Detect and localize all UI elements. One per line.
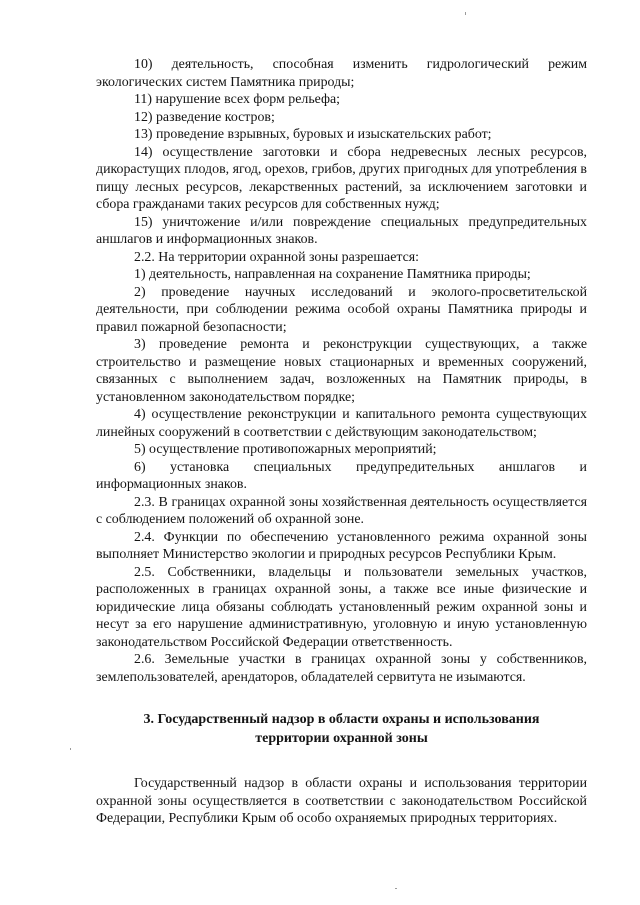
item-15-paragraph: 15) уничтожение и/или повреждение специальных предупредительных аншлагов и информационных знаков. bbox=[96, 214, 587, 247]
section-3-heading-line-2: территории охранной зоны bbox=[255, 731, 428, 746]
section-3-heading-line-1: 3. Государственный надзор в области охраны и использования bbox=[143, 712, 540, 727]
allowed-item-1-paragraph: 1) деятельность, направленная на сохранение Памятника природы; bbox=[134, 267, 531, 282]
item-13-paragraph: 13) проведение взрывных, буровых и изыскательских работ; bbox=[134, 127, 492, 142]
section-spacer bbox=[96, 748, 587, 775]
item-10-paragraph: 10) деятельность, способная изменить гидрологический режим экологических систем Памятника природы; bbox=[96, 57, 587, 90]
allowed-item-4-paragraph: 4) осуществление реконструкции и капитального ремонта существующих линейных сооружений в соответствии с действующим законодательством; bbox=[96, 407, 587, 440]
section-3-paragraph: Государственный надзор в области охраны и использования территории охранной зоны осуществляется в соответствии с законодательством Российской Федерации, Республики Крым об особо охраняемых природных территориях. bbox=[96, 776, 587, 826]
item-14-paragraph: 14) осуществление заготовки и сбора недревесных лесных ресурсов, дикорастущих плодов, ягод, орехов, грибов, других пригодных для употребления в пищу лесных ресурсов, лекарственных растений, за исключением заготовки и сбора гражданами таких ресурсов для собственных нужд; bbox=[96, 144, 587, 212]
clause-2-3-paragraph: 2.3. В границах охранной зоны хозяйственная деятельность осуществляется с соблюдением положений об охранной зоне. bbox=[96, 494, 587, 527]
clause-2-2-paragraph: 2.2. На территории охранной зоны разрешается: bbox=[134, 249, 420, 265]
allowed-item-3-paragraph: 3) проведение ремонта и реконструкции существующих, а также строительство и размещение новых стационарных и временных сооружений, связанных с выполнением задач, возложенных на Памятник природы, в установленном законодательством порядке; bbox=[96, 337, 587, 405]
document-body bbox=[96, 56, 587, 828]
allowed-item-2-paragraph: 2) проведение научных исследований и эколого-просветительской деятельности, при соблюдении режима особой охраны Памятника природы и правил пожарной безопасности; bbox=[96, 284, 587, 335]
allowed-item-5-paragraph: 5) осуществление противопожарных мероприятий; bbox=[134, 442, 437, 457]
clause-2-4-paragraph: 2.4. Функции по обеспечению установленного режима охранной зоны выполняет Министерство экологии и природных ресурсов Республики Крым. bbox=[96, 529, 587, 562]
scan-speck bbox=[465, 12, 466, 15]
item-11-paragraph: 11) нарушение всех форм рельефа; bbox=[134, 92, 341, 107]
section-3-heading bbox=[96, 710, 587, 748]
scan-speck bbox=[395, 888, 397, 889]
scan-speck bbox=[70, 748, 71, 750]
allowed-item-6-paragraph: 6) установка специальных предупредительных аншлагов и информационных знаков. bbox=[96, 459, 587, 492]
clause-2-6-paragraph: 2.6. Земельные участки в границах охранной зоны у собственников, землепользователей, арендаторов, обладателей сервитута не изымаются. bbox=[96, 652, 587, 685]
clause-2-5-paragraph: 2.5. Собственники, владельцы и пользователи земельных участков, расположенных в границах охранной зоны, а также все иные физические и юридические лица обязаны соблюдать установленный режим охранной зоны и несут за его нарушение административную, уголовную и иную установленную законодательством Российской Федерации ответственность. bbox=[96, 564, 587, 650]
item-12-paragraph: 12) разведение костров; bbox=[134, 109, 275, 125]
